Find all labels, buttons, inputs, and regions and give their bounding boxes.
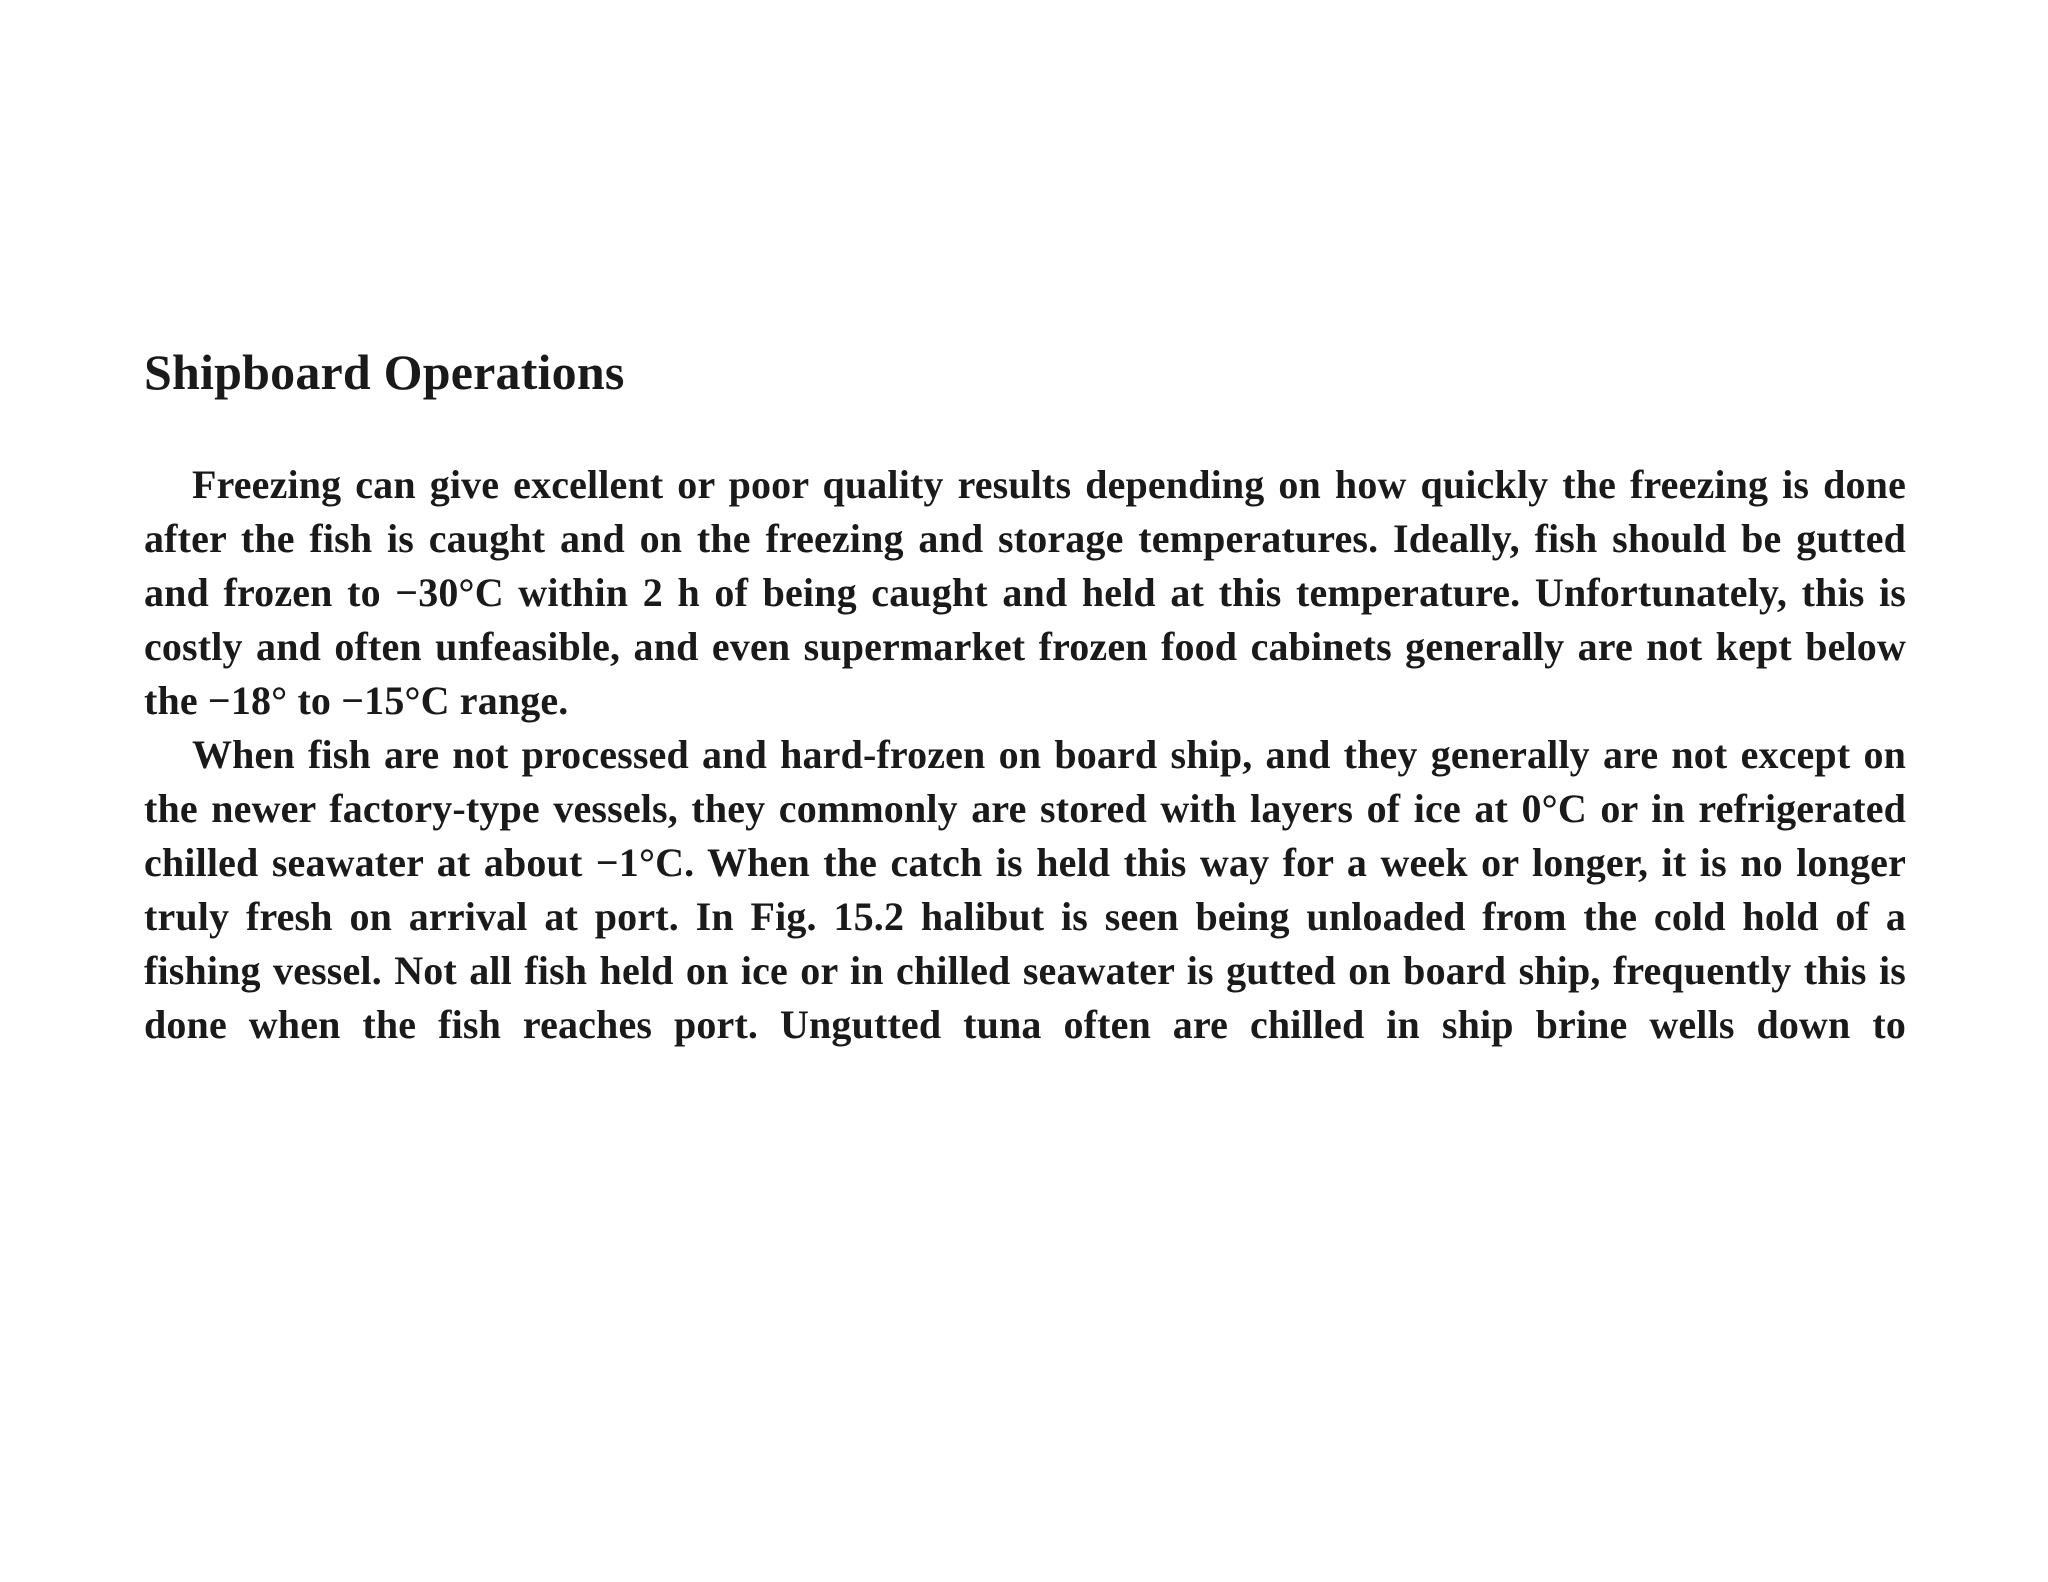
paragraph-freezing-quality: Freezing can give excellent or poor quality results depending on how quickly the freezing is done after the fish is caught and on the freezing and storage temperatures. Ideally, fish should be gutted and frozen to −30°C within 2 h of being caught and held at this temperature. Unfortunately, this is costly and often unfeasible, and even supermarket frozen food cabinets generally are not kept below the −18° to −15°C range. <box>144 462 1906 723</box>
paragraph-shipboard-storage: When fish are not processed and hard-frozen on board ship, and they generally are not except on the newer factory-type vessels, they commonly are stored with layers of ice at 0°C or in refrigerated chilled seawater at about −1°C. When the catch is held this way for a week or longer, it is no longer truly fresh on arrival at port. In Fig. 15.2 halibut is seen being unloaded from the cold hold of a fishing vessel. Not all fish held on ice or in chilled seawater is gutted on board ship, frequently this is done when the fish reaches port. Ungutted tuna often are chilled in ship brine wells down to <box>144 732 1906 1047</box>
document-body <box>144 340 1906 1052</box>
section-heading: Shipboard Operations <box>144 344 625 400</box>
